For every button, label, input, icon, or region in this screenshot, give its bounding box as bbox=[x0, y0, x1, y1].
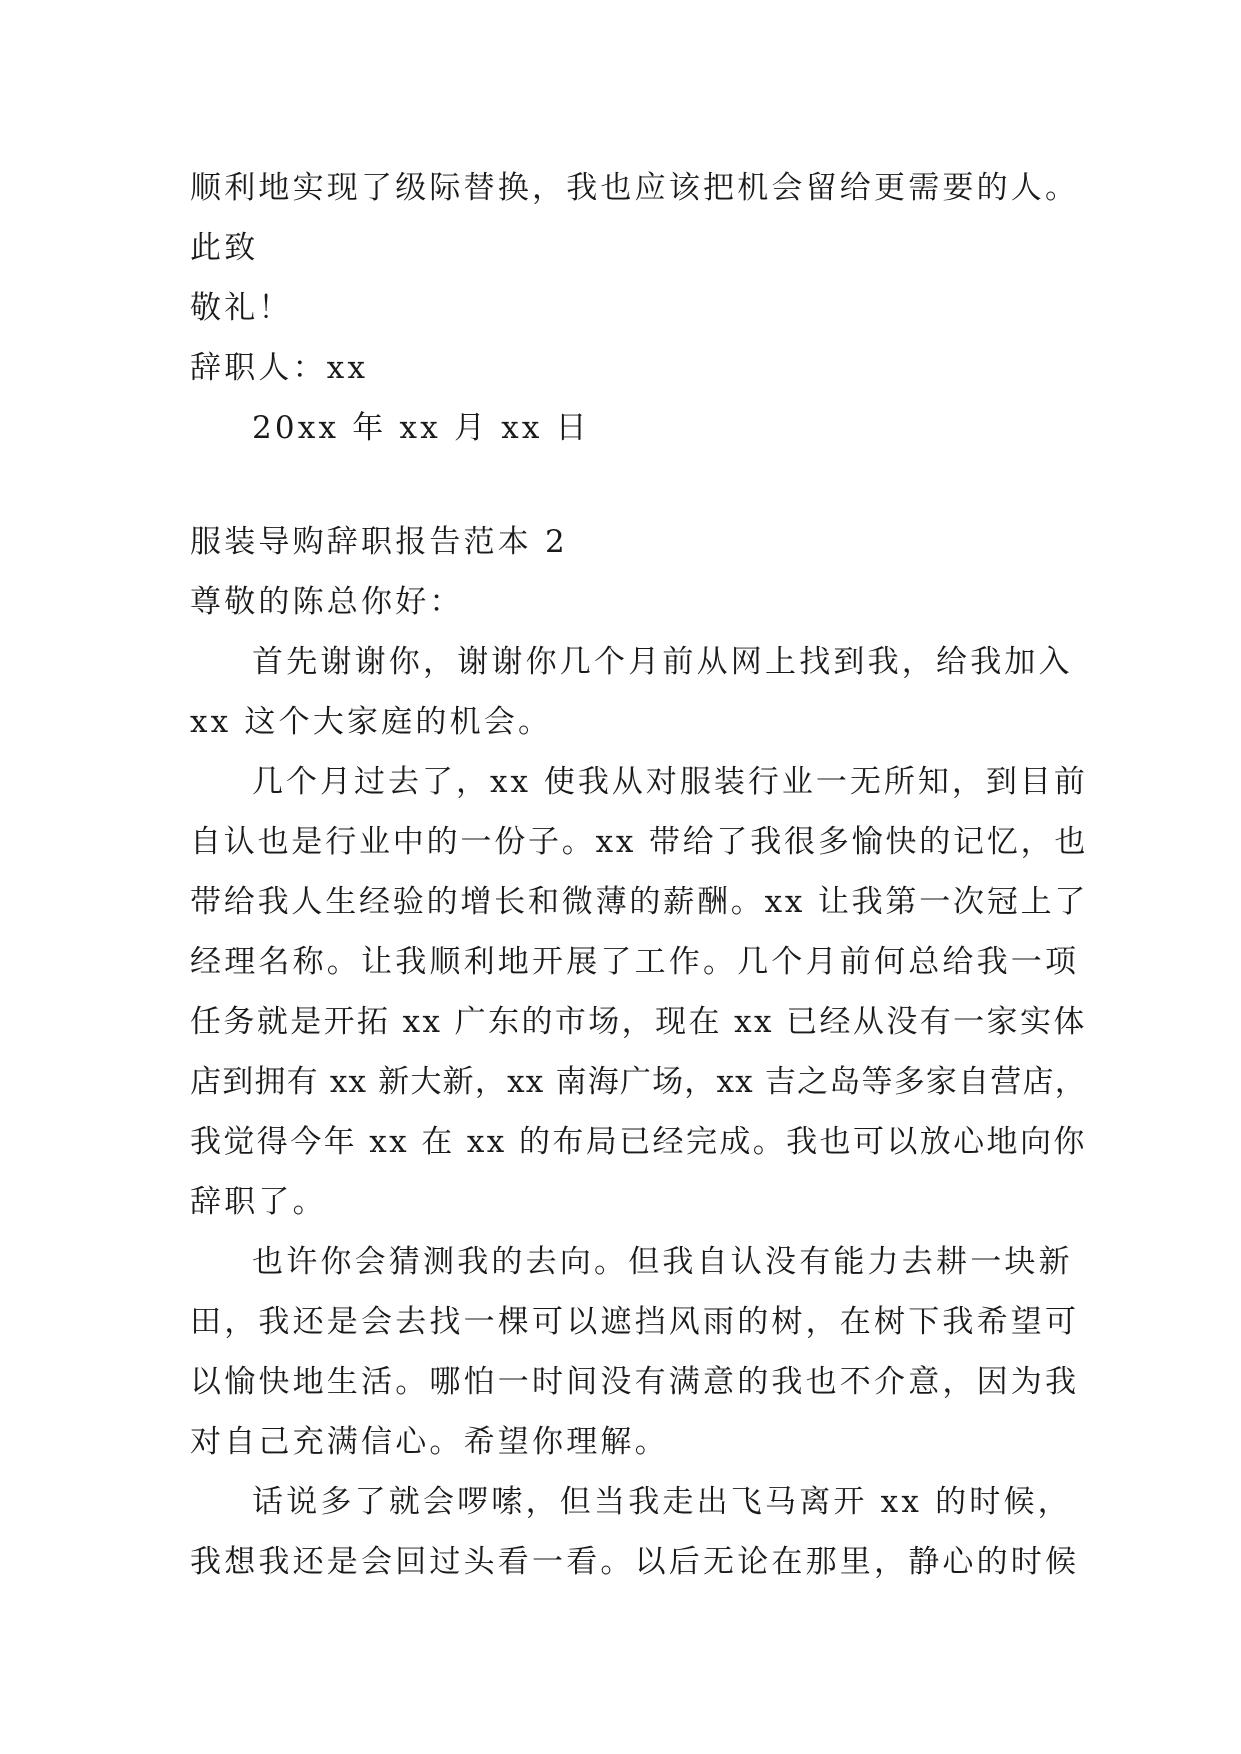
body-line: 对自己充满信心。希望你理解。 bbox=[190, 1424, 669, 1460]
body-line: 自认也是行业中的一份子。xx 带给了我很多愉快的记忆，也 bbox=[190, 824, 1089, 860]
salutation-line-2: 敬礼！ bbox=[190, 290, 293, 326]
body-line: 我觉得今年 xx 在 xx 的布局已经完成。我也可以放心地向你 bbox=[190, 1124, 1087, 1160]
body-line: 以愉快地生活。哪怕一时间没有满意的我也不介意，因为我 bbox=[190, 1364, 1080, 1400]
body-line: 几个月过去了，xx 使我从对服装行业一无所知，到目前 bbox=[252, 764, 1088, 800]
body-line: xx 这个大家庭的机会。 bbox=[190, 704, 553, 740]
body-line: 首先谢谢你，谢谢你几个月前从网上找到我，给我加入 bbox=[252, 644, 1073, 680]
body-line: 经理名称。让我顺利地开展了工作。几个月前何总给我一项 bbox=[190, 944, 1080, 980]
body-line: 我想我还是会回过头看一看。以后无论在那里，静心的时候 bbox=[190, 1544, 1080, 1580]
body-line: 辞职了。 bbox=[190, 1184, 327, 1220]
body-line: 话说多了就会啰嗦，但当我走出飞马离开 xx 的时候， bbox=[252, 1484, 1072, 1520]
body-line: 店到拥有 xx 新大新，xx 南海广场，xx 吉之岛等多家自营店， bbox=[190, 1064, 1087, 1100]
body-line: 带给我人生经验的增长和微薄的薪酬。xx 让我第一次冠上了 bbox=[190, 884, 1089, 920]
greeting-line: 尊敬的陈总你好： bbox=[190, 584, 464, 620]
section-title: 服装导购辞职报告范本 2 bbox=[190, 524, 568, 560]
body-line: 也许你会猜测我的去向。但我自认没有能力去耕一块新 bbox=[252, 1244, 1073, 1280]
signer-line: 辞职人：xx bbox=[190, 350, 369, 386]
closing-line: 顺利地实现了级际替换，我也应该把机会留给更需要的人。 bbox=[190, 170, 1080, 206]
salutation-line-1: 此致 bbox=[190, 230, 259, 266]
date-line: 20xx 年 xx 月 xx 日 bbox=[252, 410, 590, 446]
body-line: 田，我还是会去找一棵可以遮挡风雨的树，在树下我希望可 bbox=[190, 1304, 1080, 1340]
body-line: 任务就是开拓 xx 广东的市场，现在 xx 已经从没有一家实体 bbox=[190, 1004, 1087, 1040]
